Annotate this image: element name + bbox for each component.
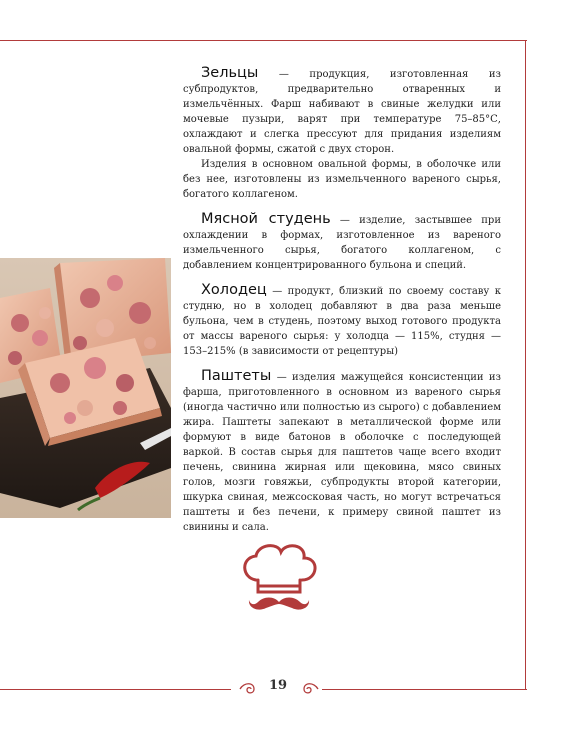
swirl-ornament-icon <box>238 680 260 698</box>
footer-line-left <box>0 689 231 690</box>
text-pashtety: — изделия мажущейся консистенции из фарша, приготовленного в основном из вареного сырья (иногда частично или полностью из сырого) с добавлением жира. Паштеты запекают в металлической форме или формуют в виде батонов в оболочке с последующей варкой. В состав сырья для паштетов чаще всего входит печень, свинина жирная или щековина, мясо свиных голов, мозги говяжьи, субпродукты второй категории, шкурка свиная, межсосковая часть, но могут встречаться паштеты и без печени, к примеру свиной паштет из свинины и сала. <box>183 372 501 533</box>
section-zeltsy <box>183 66 501 157</box>
term-pashtety: Паштеты <box>201 368 272 384</box>
term-kholodets: Холодец <box>201 282 267 298</box>
text-studen: — изделие, застывшее при охлаждении в формах, изготовленное из вареного измельченного сырья, богатого коллагеном, с добавлением концентрированного бульона и специй. <box>183 215 501 271</box>
section-zeltsy-extra: Изделия в основном овальной формы, в оболочке или без нее, изготовлены из измельченного вареного сырья, богатого коллагеном. <box>183 159 501 200</box>
article-body <box>183 66 501 535</box>
mustache-icon <box>249 598 309 610</box>
term-studen: Мясной студень <box>201 211 331 227</box>
section-studen <box>183 212 501 273</box>
aspic-photo <box>0 258 171 518</box>
frame-top-line <box>0 40 527 41</box>
swirl-ornament-icon <box>298 680 320 698</box>
term-zeltsy: Зельцы <box>201 65 259 81</box>
text-kholodets: — продукт, близкий по своему составу к студню, но в холодец добавляют в два раза меньше бульона, чем в студень, поэтому выход готового продукта от массы вареного сырья: у холодца — 115%, студня — 153–215% (в зависимости от рецептуры) <box>183 286 502 357</box>
page-number: 19 <box>268 678 288 693</box>
section-kholodets <box>183 283 501 359</box>
footer-line-right <box>322 689 527 690</box>
frame-right-line <box>525 40 526 690</box>
text-zeltsy: — продукция, изготовленная из субпродуктов, предварительно отваренных и измельчённых. Фарш набивают в свиные желудки или мочевые пузыри, варят при температуре 75–85°С, охлаждают и слегка прессуют для придания изделиям овальной формы, сжатой с двух сторон. <box>183 69 501 155</box>
chef-hat-icon <box>234 540 324 615</box>
section-pashtety <box>183 369 501 535</box>
